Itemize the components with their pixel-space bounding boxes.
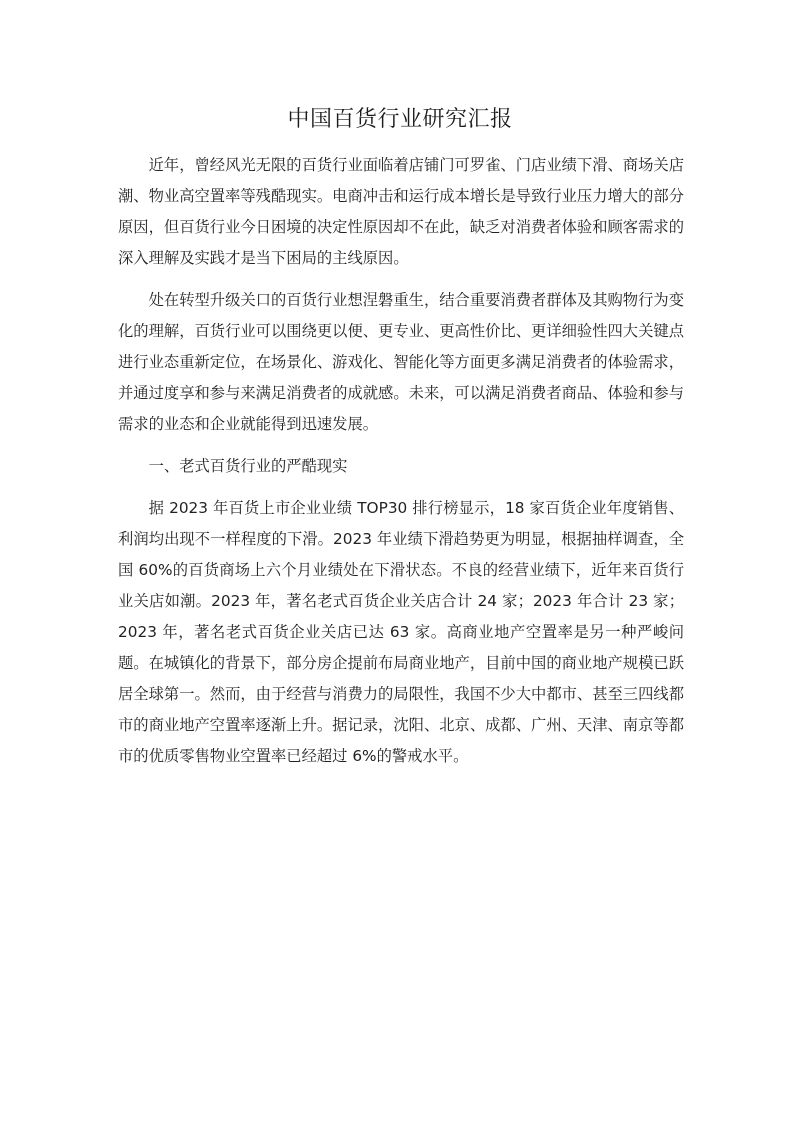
document-title: 中国百货行业研究汇报 xyxy=(287,107,513,132)
section-heading: 一、老式百货行业的严酷现实 xyxy=(148,457,348,475)
intro-paragraph-1: 近年，曾经风光无限的百货行业面临着店铺门可罗雀、门店业绩下滑、商场关店潮、物业高空置率等残酷现实。电商冲击和运行成本增长是导致行业压力增大的部分原因，但百货行业今日困境的决定性原因却不在此，缺乏对消费者体验和顾客需求的深入理解及实践才是当下困局的主线原因。 xyxy=(118,156,684,267)
section-paragraph: 据 2023 年百货上市企业业绩 TOP30 排行榜显示，18 家百货企业年度销售、利润均出现不一样程度的下滑。2023 年业绩下滑趋势更为明显，根据抽样调查，全国 60%的百货商场上六个月业绩处在下滑状态。不良的经营业绩下，近年来百货行业关店如潮。2023 年，著名老式百货企业关店合计 24 家；2023 年合计 23 家；2023 年，著名老式百货企业关店已达 63 家。高商业地产空置率是另一种严峻问题。在城镇化的背景下，部分房企提前布局商业地产，目前中国的商业地产规模已跃居全球第一。然而，由于经营与消费力的局限性，我国不少大中都市、甚至三四线都市的商业地产空置率逐渐上升。据记录，沈阳、北京、成都、广州、天津、南京等都市的优质零售物业空置率已经超过 6%的警戒水平。 xyxy=(118,499,684,765)
intro-paragraph-2: 处在转型升级关口的百货行业想涅磐重生，结合重要消费者群体及其购物行为变化的理解，百货行业可以围绕更以便、更专业、更高性价比、更详细验性四大关键点进行业态重新定位，在场景化、游戏化、智能化等方面更多满足消费者的体验需求，并通过度享和参与来满足消费者的成就感。未来，可以满足消费者商品、体验和参与需求的业态和企业就能得到迅速发展。 xyxy=(118,291,684,433)
document-body xyxy=(118,150,684,783)
